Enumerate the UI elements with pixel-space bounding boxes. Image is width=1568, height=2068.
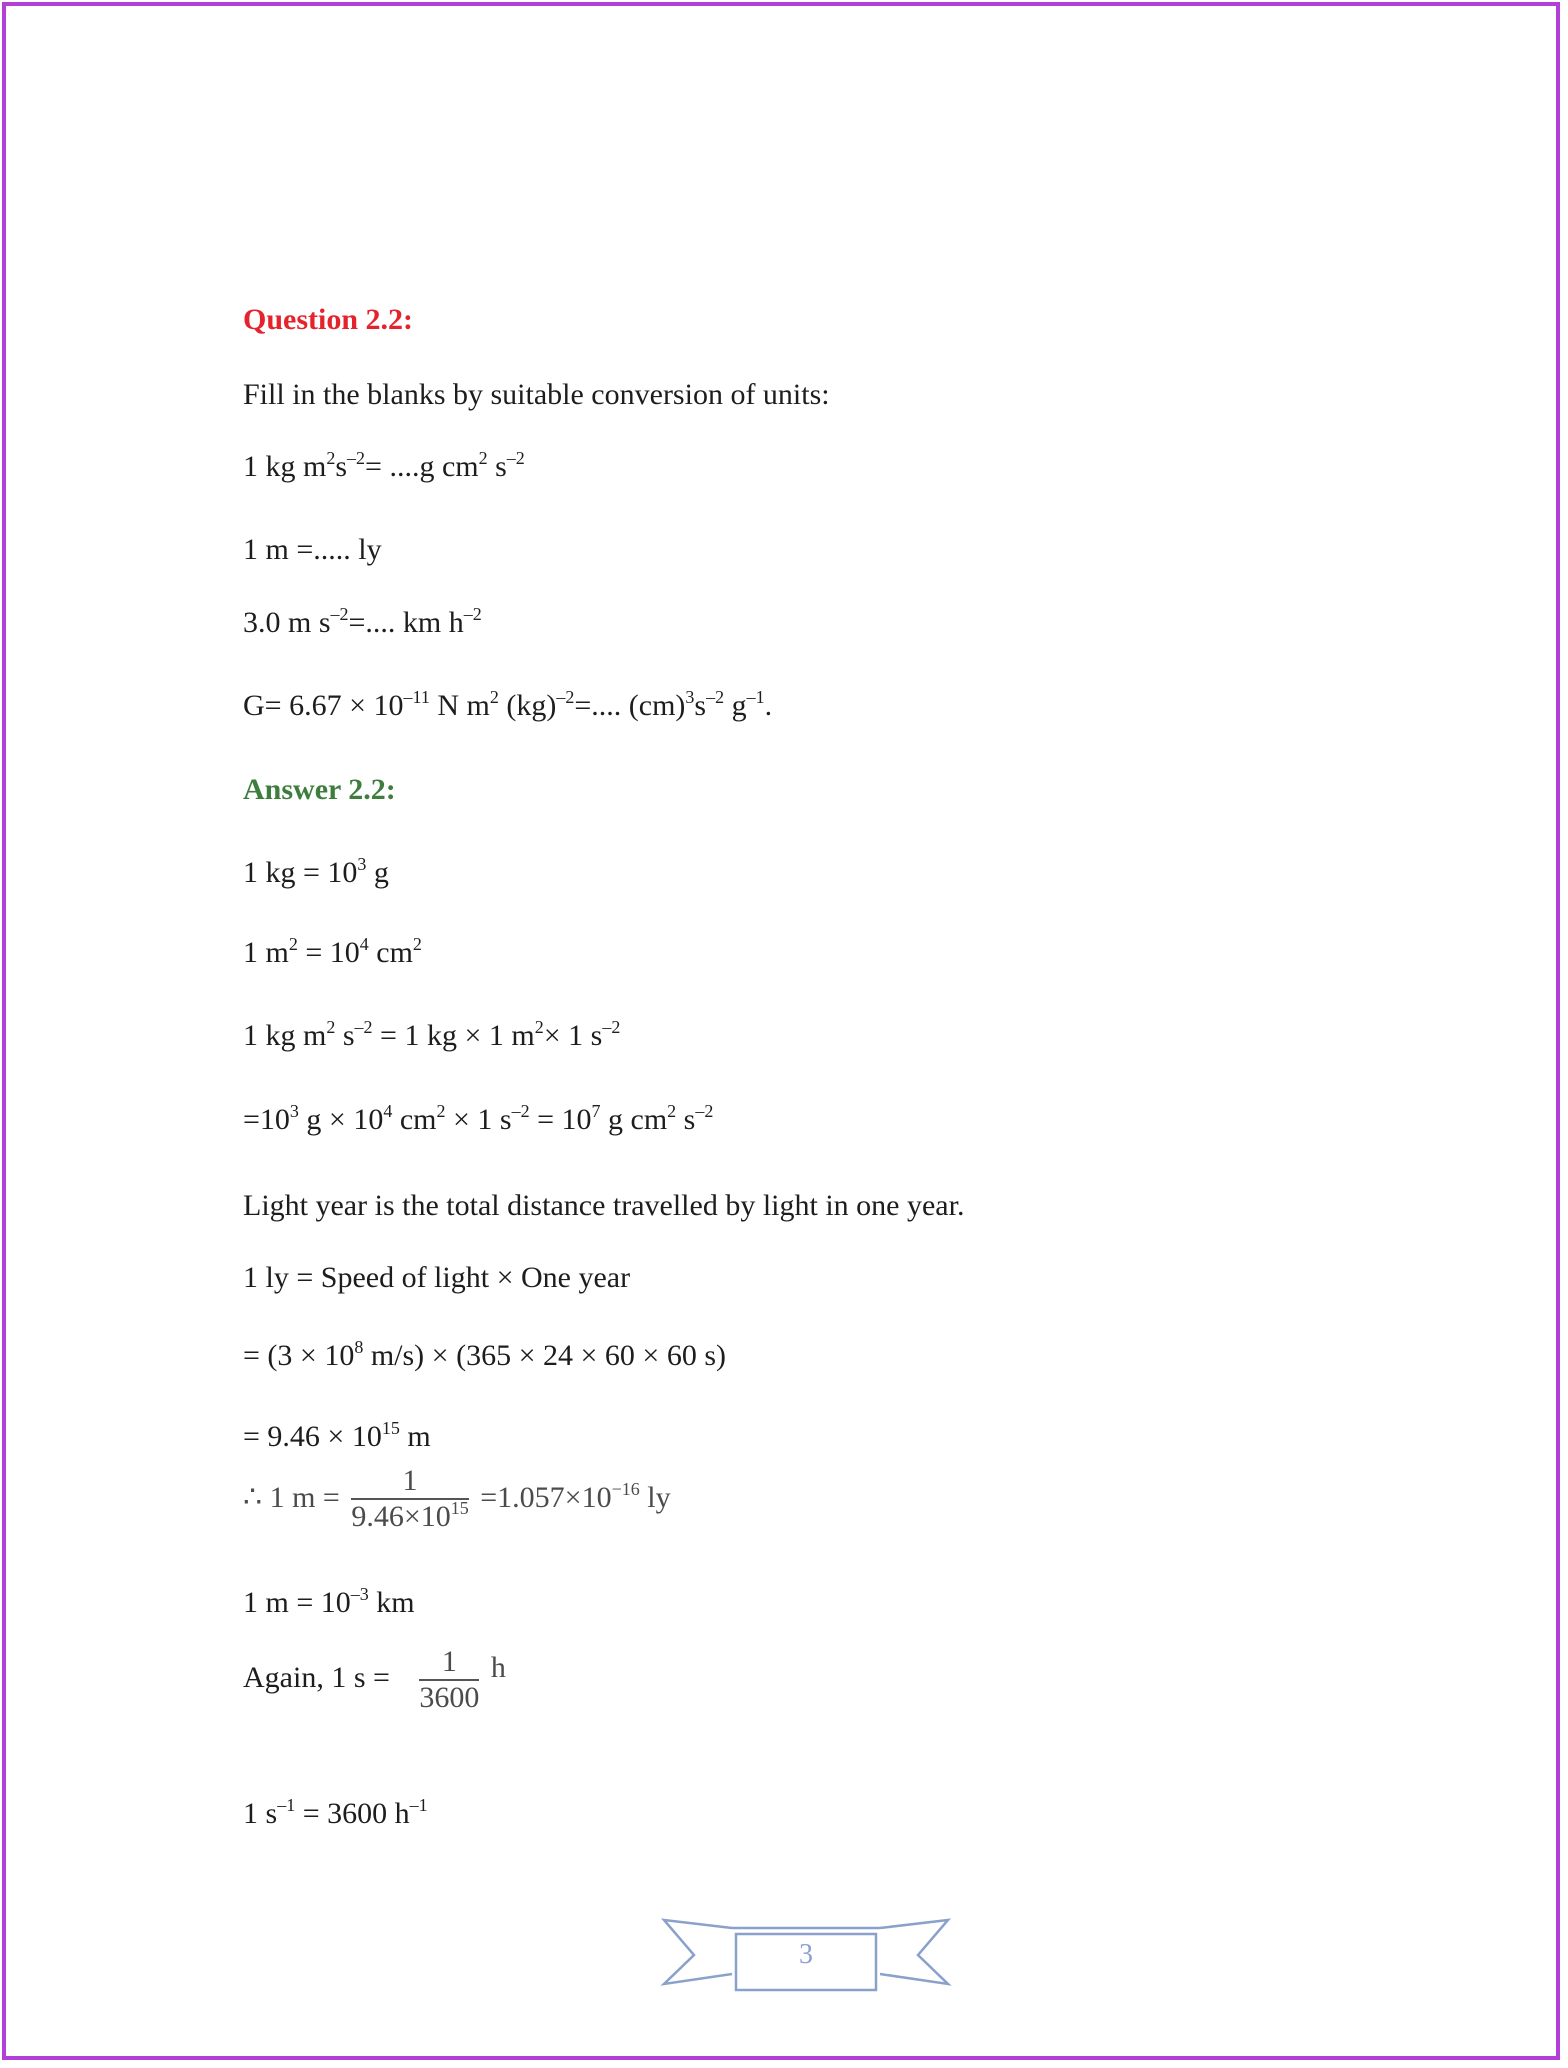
answer-line-5: Light year is the total distance travelled by light in one year. — [243, 1189, 965, 1222]
answer-heading: Answer 2.2: — [243, 773, 396, 806]
answer-line-9-fraction: ∴ 1 m = $\frac{1}{9.46\times 10^{15}}$ $=1.057\times 10^{-16}$ ly — [243, 1460, 671, 1539]
answer-line-7: = ($3 \times 10^8$ m/s) × (365 × 24 × 60 × 60 s) — [243, 1337, 726, 1372]
question-heading: Question 2.2: — [243, 303, 414, 336]
question-intro: Fill in the blanks by suitable conversion of units: — [243, 378, 830, 411]
question-line-4: $G= 6.67 \times 10^{-11}$ N $m^2$ (kg)$^{-2}$=.... $(cm)^3s^{-2}$ $g^{-1}$. — [243, 687, 773, 722]
answer-line-2: 1 $m^2 = 10^4$ $cm^2$ — [243, 934, 422, 969]
page-border — [2, 2, 1560, 2060]
question-line-2: 1 m =..... ly — [243, 533, 382, 566]
answer-line-8: = $9.46 \times 10^{15}$ m — [243, 1418, 431, 1453]
fraction-1-m-ly: $\frac{1}{9.46\times 10^{15}}$ — [351, 1463, 469, 1533]
question-line-1: 1 kg $m^2s^{-2}= ....g$ $cm^2$ $s^{-2}$ — [243, 448, 525, 483]
answer-line-6: 1 ly = Speed of light × One year — [243, 1261, 631, 1294]
page-number-ribbon — [660, 1910, 952, 2000]
answer-line-10: 1 $m = 10^{-3}$ km — [243, 1584, 415, 1619]
answer-line-1: 1 kg = $10^3$ g — [243, 854, 389, 889]
answer-line-12: 1 $s^{-1} = 3600$ $h^{-1}$ — [243, 1795, 428, 1830]
answer-line-4: $=10^3$ $g \times 10^4$ $cm^2 \times 1$ $s^{-2} = 10^7$ g $cm^2$ $s^{-2}$ — [243, 1101, 714, 1136]
fraction-1-3600: $\frac{1}{3600}$ — [419, 1645, 480, 1715]
answer-line-11-fraction: Again, 1 s = $\frac{1}{3600}$ h — [243, 1645, 506, 1715]
question-line-3: 3.0 m $s^{-2}=$.... km $h^{-2}$ — [243, 604, 482, 639]
answer-line-3: 1 kg $m^2$ $s^{-2} = 1$ kg × 1 $m^2\times 1$ $s^{-2}$ — [243, 1017, 621, 1052]
page-number: 3 — [799, 1939, 813, 1970]
